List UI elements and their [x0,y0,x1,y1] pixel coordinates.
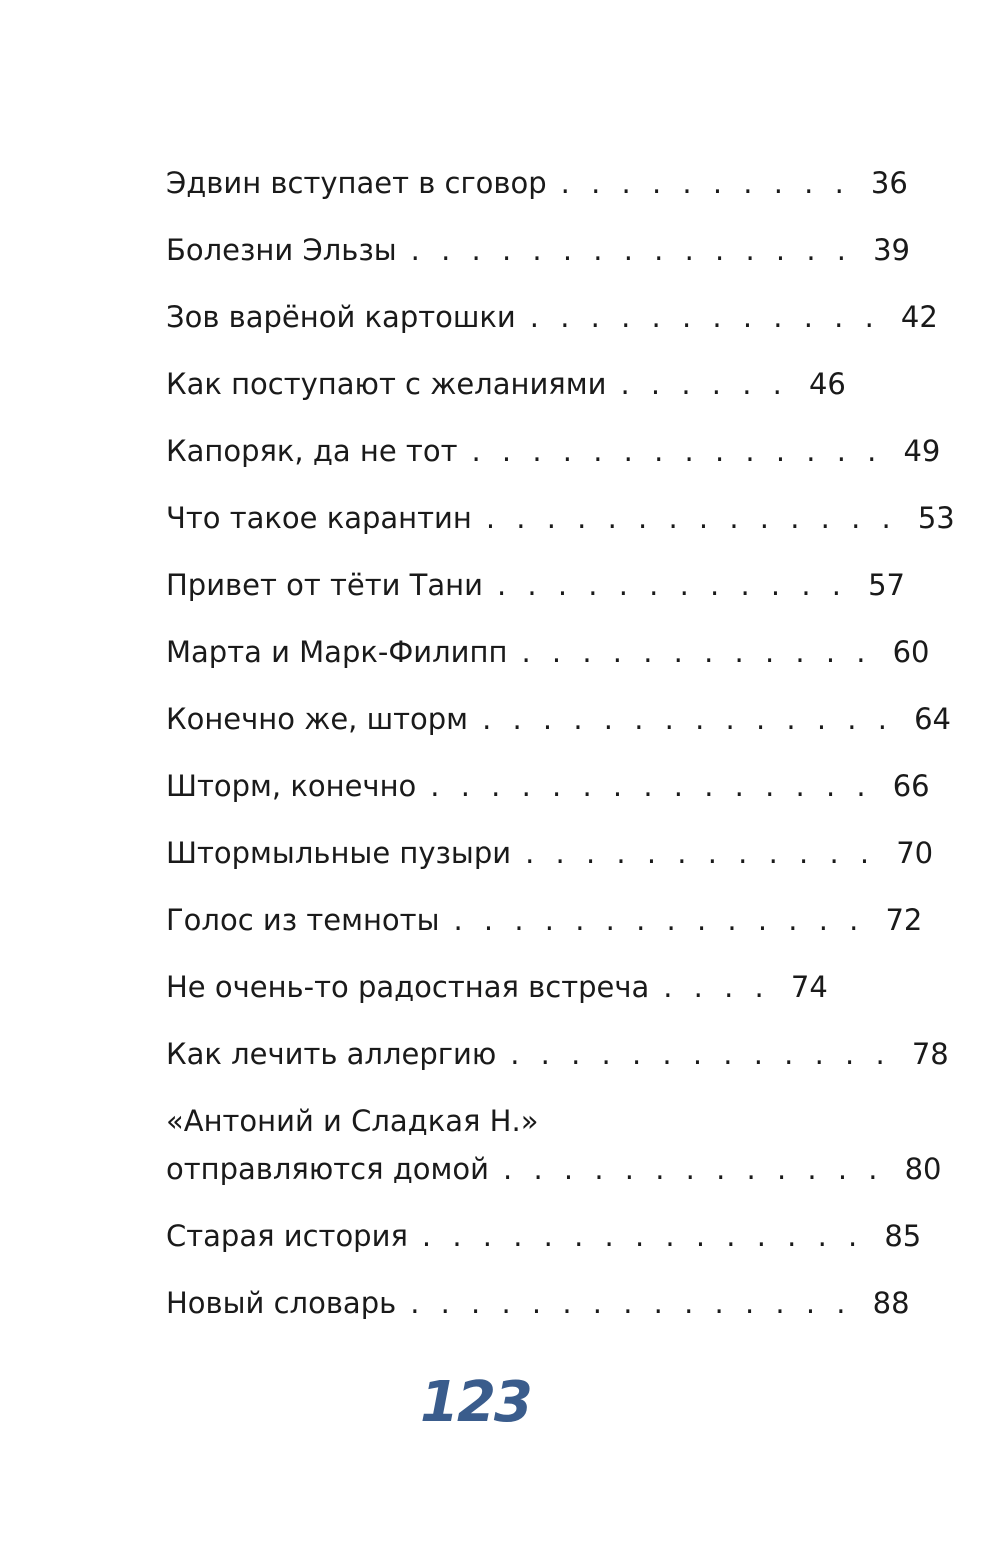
toc-entry [166,495,955,541]
toc-entry-title: отправляются домой [166,1152,490,1186]
toc-leader-dots: . . . . [663,970,770,1004]
page-number: 123 [420,1370,531,1435]
toc-entry [166,428,941,474]
toc-leader-dots: . . . . . . . . . . . . [521,635,872,669]
toc-entry-page: 49 [903,434,941,468]
toc-entry [166,227,910,273]
toc-entry [166,696,951,742]
toc-leader-dots: . . . . . . . . . . . . . . [482,702,893,736]
toc-entry-title: Привет от тёти Тани [166,568,483,602]
toc-entry-title: Капоряк, да не тот [166,434,458,468]
toc-leader-dots: . . . . . . . . . . [560,166,850,200]
toc-entry-page: 42 [900,300,938,334]
toc-entry [166,562,905,608]
toc-entry-page: 66 [892,769,930,803]
toc-entry-page: 74 [790,970,828,1004]
toc-entry-page: 85 [884,1219,922,1253]
toc-entry [166,294,938,340]
toc-entry-title: Марта и Марк-Филипп [166,635,508,669]
toc-leader-dots: . . . . . . . . . . . . . . [471,434,883,468]
toc-entry-title: Эдвин вступает в сговор [166,166,547,200]
toc-entry-page: 78 [911,1037,949,1071]
toc-entry-title: Не очень-то радостная встреча [166,970,650,1004]
toc-leader-dots: . . . . . . . . . . . . . . . [430,769,872,803]
toc-entry-title: Как поступают с желаниями [166,367,607,401]
toc-leader-dots: . . . . . . . . . . . . . . [453,903,865,937]
toc-entry [166,629,930,675]
toc-entry-title: Как лечить аллергию [166,1037,497,1071]
toc-entry [166,964,828,1010]
toc-entry-title-line1: «Антоний и Сладкая Н.» [166,1104,539,1138]
toc-entry-title: Штормыльные пузыри [166,836,512,870]
toc-leader-dots: . . . . . . . . . . . . . [510,1037,891,1071]
toc-entry-title: Зов варёной картошки [166,300,516,334]
toc-entry-title: Голос из темноты [166,903,440,937]
toc-entry-title: Что такое карантин [166,501,472,535]
toc-leader-dots: . . . . . . . . . . . . [525,836,876,870]
toc-entry-page: 39 [873,233,910,267]
table-of-contents [166,160,955,1326]
toc-leader-dots: . . . . . . . . . . . . . [503,1152,884,1186]
toc-entry-page: 88 [872,1286,910,1320]
toc-entry [166,1213,922,1259]
toc-leader-dots: . . . . . . . . . . . . [496,568,847,602]
toc-leader-dots: . . . . . . . . . . . . . . . [410,1286,852,1320]
toc-entry-title: Болезни Эльзы [166,233,397,267]
toc-entry [166,160,908,206]
toc-entry-page: 60 [892,635,930,669]
toc-entry [166,1031,949,1077]
toc-entry [166,763,930,809]
toc-entry-title: Конечно же, шторм [166,702,469,736]
toc-entry-page: 46 [808,367,846,401]
toc-entry-page: 53 [917,501,955,535]
toc-entry-title: Новый словарь [166,1286,397,1320]
toc-entry [166,830,934,876]
toc-leader-dots: . . . . . . . . . . . . . . [485,501,897,535]
toc-entry [166,1280,910,1326]
toc-entry-page: 36 [870,166,908,200]
toc-leader-dots: . . . . . . . . . . . . . . . [421,1219,864,1253]
toc-leader-dots: . . . . . . . . . . . . [529,300,880,334]
toc-leader-dots: . . . . . . [620,367,788,401]
toc-entry-page: 72 [885,903,923,937]
toc-entry-page: 64 [914,702,951,736]
toc-entry-title: Старая история [166,1219,408,1253]
toc-entry [166,361,846,407]
toc-entry [166,897,923,943]
toc-entry [166,1098,942,1192]
toc-leader-dots: . . . . . . . . . . . . . . . [410,233,852,267]
toc-entry-title: Шторм, конечно [166,769,417,803]
toc-entry-page: 80 [904,1152,942,1186]
toc-entry-page: 70 [896,836,934,870]
toc-entry-page: 57 [868,568,905,602]
